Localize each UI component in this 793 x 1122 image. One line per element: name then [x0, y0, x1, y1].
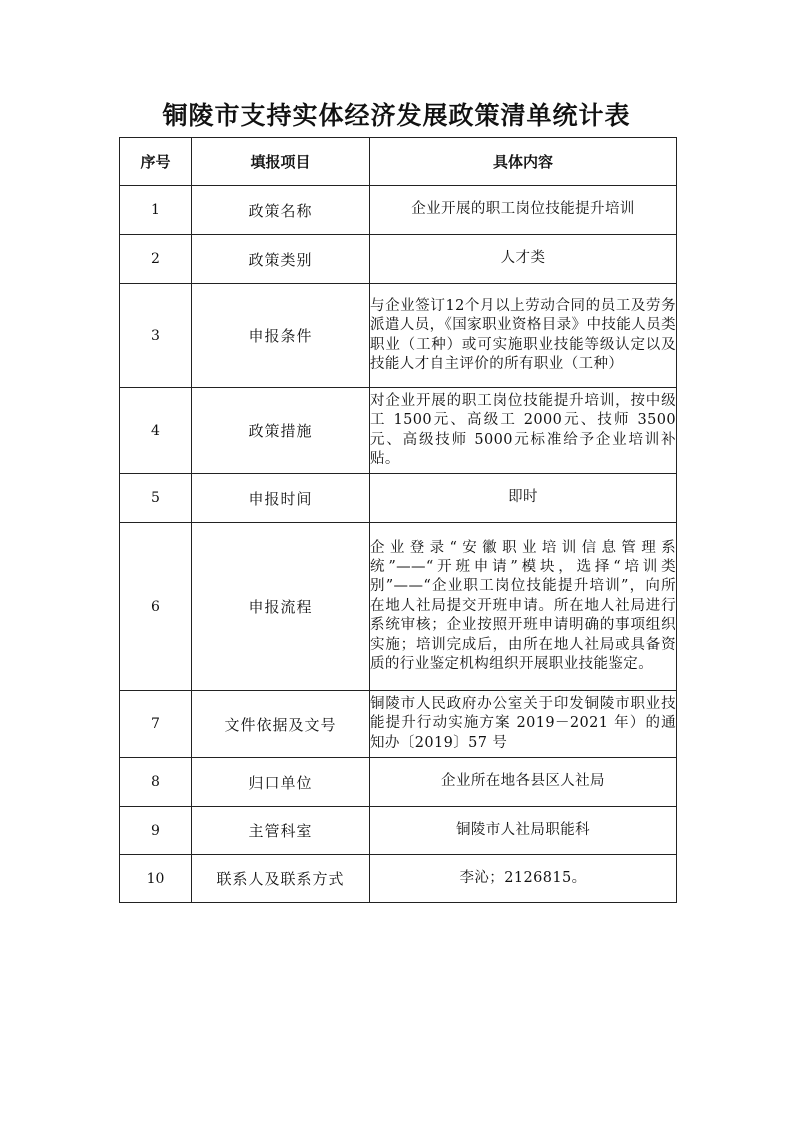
row-content: 铜陵市人社局职能科 [370, 807, 677, 855]
row-no: 1 [120, 186, 192, 235]
table-row [120, 388, 677, 474]
table-row [120, 758, 677, 807]
row-content: 对企业开展的职工岗位技能提升培训，按中级工 1500元、高级工 2000元、技师 3500元、高级技师 5000元标准给予企业培训补贴。 [370, 388, 677, 474]
row-no: 9 [120, 807, 192, 855]
page-title: 铜陵市支持实体经济发展政策清单统计表 [162, 101, 631, 130]
row-no: 3 [120, 284, 192, 388]
row-no: 6 [120, 523, 192, 691]
table-row [120, 235, 677, 284]
row-content: 即时 [370, 474, 677, 523]
table-row [120, 855, 677, 903]
policy-table [119, 137, 677, 903]
row-content: 与企业签订12个月以上劳动合同的员工及劳务派遣人员，《国家职业资格目录》中技能人员类职业（工种）或可实施职业技能等级认定以及技能人才自主评价的所有职业（工种） [370, 284, 677, 388]
row-item: 政策类别 [192, 235, 370, 284]
row-content: 企业登录“安徽职业培训信息管理系统”——“开班申请”模块，选择“培训类别”——“企业职工岗位技能提升培训”，向所在地人社局提交开班申请。所在地人社局进行系统审核；企业按照开班申请明确的事项组织实施；培训完成后，由所在地人社局或具备资质的行业鉴定机构组织开展职业技能鉴定。 [370, 523, 677, 691]
row-item: 主管科室 [192, 807, 370, 855]
row-item: 政策措施 [192, 388, 370, 474]
table-header-row [120, 138, 677, 186]
row-content: 人才类 [370, 235, 677, 284]
table-row [120, 691, 677, 758]
row-no: 2 [120, 235, 192, 284]
row-no: 8 [120, 758, 192, 807]
table-row [120, 284, 677, 388]
row-content: 李沁；2126815。 [370, 855, 677, 903]
row-no: 5 [120, 474, 192, 523]
row-item: 申报流程 [192, 523, 370, 691]
table-row [120, 523, 677, 691]
row-content: 企业所在地各县区人社局 [370, 758, 677, 807]
row-item: 政策名称 [192, 186, 370, 235]
row-item: 归口单位 [192, 758, 370, 807]
header-item: 填报项目 [192, 138, 370, 186]
row-item: 申报条件 [192, 284, 370, 388]
header-no: 序号 [120, 138, 192, 186]
table-row [120, 807, 677, 855]
row-content: 企业开展的职工岗位技能提升培训 [370, 186, 677, 235]
row-item: 联系人及联系方式 [192, 855, 370, 903]
row-item: 申报时间 [192, 474, 370, 523]
table-row [120, 474, 677, 523]
row-no: 4 [120, 388, 192, 474]
header-content: 具体内容 [370, 138, 677, 186]
row-no: 10 [120, 855, 192, 903]
table-row [120, 186, 677, 235]
row-no: 7 [120, 691, 192, 758]
row-item: 文件依据及文号 [192, 691, 370, 758]
row-content: 铜陵市人民政府办公室关于印发铜陵市职业技能提升行动实施方案 2019－2021 年）的通知办〔2019〕57 号 [370, 691, 677, 758]
